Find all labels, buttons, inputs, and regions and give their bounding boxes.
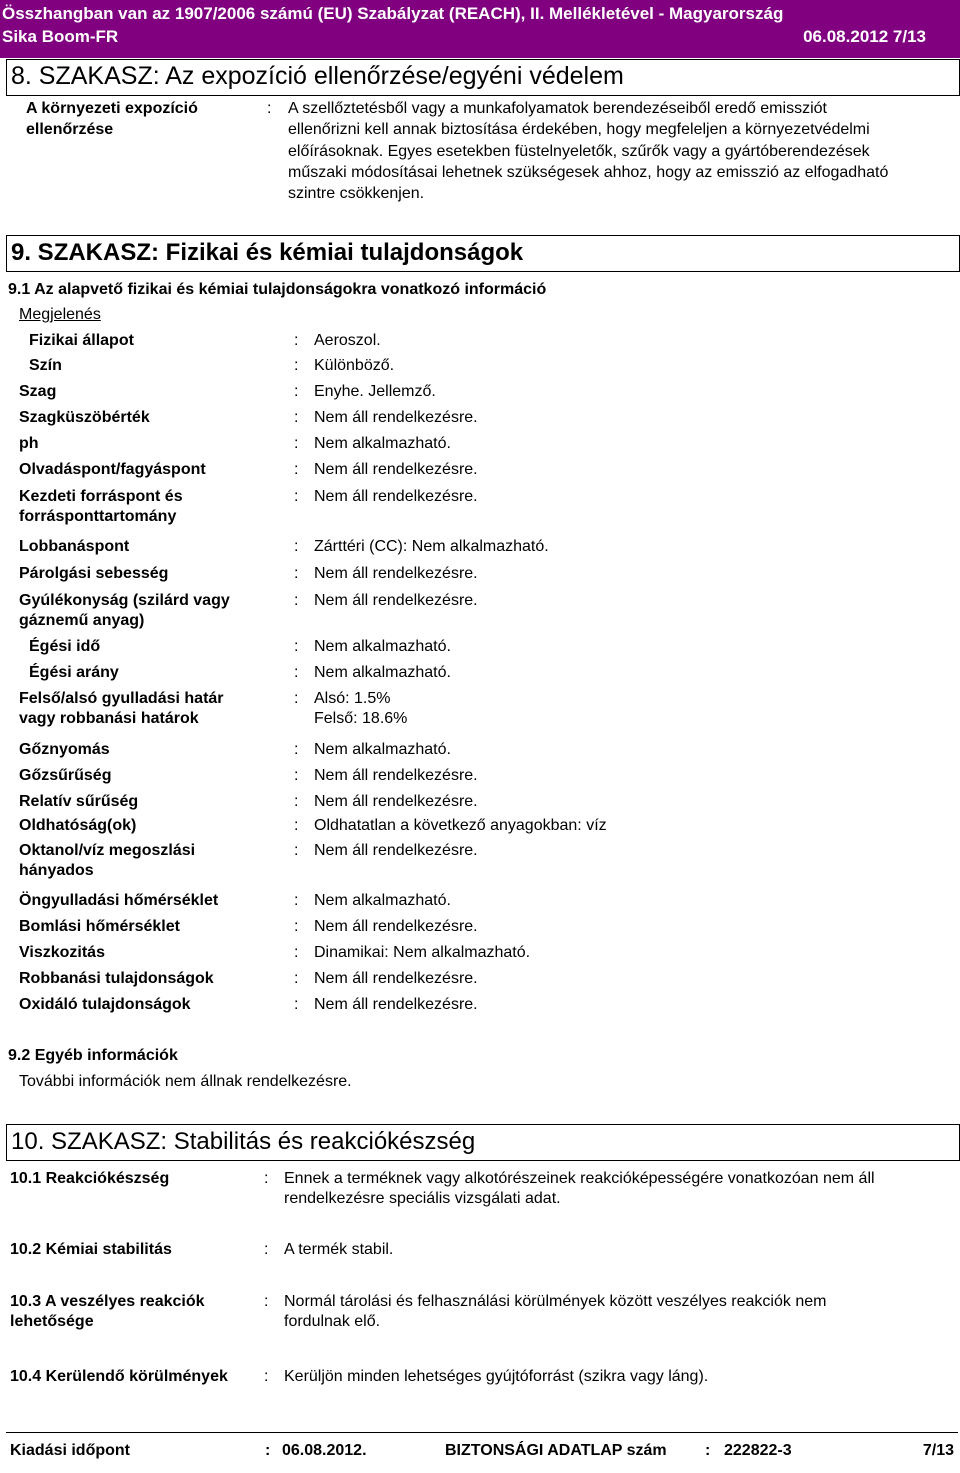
property-value: Nem áll rendelkezésre. (314, 767, 478, 784)
property-value: Nem áll rendelkezésre. (314, 970, 478, 987)
section9-title-box (6, 235, 960, 272)
header-band (0, 0, 960, 58)
property-label: Szín (29, 357, 62, 374)
property-label: Viszkozitás (19, 944, 105, 961)
property-colon: : (294, 970, 299, 987)
footer-issue-label: Kiadási időpont (10, 1442, 130, 1459)
property-colon: : (294, 842, 299, 859)
stability-colon: : (264, 1170, 269, 1187)
property-label: Oxidáló tulajdonságok (19, 996, 191, 1013)
property-colon: : (294, 332, 299, 349)
property-value: Nem áll rendelkezésre. (314, 918, 478, 935)
property-label: Oktanol/víz megoszlási (19, 842, 196, 859)
property-colon: : (294, 767, 299, 784)
property-value: Nem alkalmazható. (314, 741, 451, 758)
section8-text-line: műszaki módosításai lehetnek szükségesek ahhoz, hogy az emisszió az elfogadható (288, 164, 889, 181)
stability-label: 10.3 A veszélyes reakciók (10, 1293, 205, 1310)
footer-colon-2: : (705, 1442, 711, 1459)
property-colon: : (294, 357, 299, 374)
property-colon: : (294, 592, 299, 609)
footer-sds-number: 222822-3 (724, 1442, 792, 1459)
property-label: Olvadáspont/fagyáspont (19, 461, 206, 478)
stability-label: 10.4 Kerülendő körülmények (10, 1368, 228, 1385)
footer-rule (6, 1432, 958, 1433)
section9-subheading-1: 9.1 Az alapvető fizikai és kémiai tulajdonságokra vonatkozó információ (8, 281, 547, 298)
property-label: Lobbanáspont (19, 538, 130, 555)
property-colon: : (294, 892, 299, 909)
property-label-cont: hányados (19, 862, 94, 879)
section8-text-line: szintre csökkenjen. (288, 185, 425, 202)
appearance-heading: Megjelenés (19, 306, 101, 323)
property-label: Párolgási sebesség (19, 565, 169, 582)
property-value: Különböző. (314, 357, 395, 374)
property-label: Oldhatóság(ok) (19, 817, 137, 834)
property-colon: : (294, 435, 299, 452)
property-value: Nem áll rendelkezésre. (314, 996, 478, 1013)
property-colon: : (294, 409, 299, 426)
section9-other-info: További információk nem állnak rendelkezésre. (19, 1073, 352, 1090)
property-colon: : (294, 741, 299, 758)
footer-colon-1: : (265, 1442, 271, 1459)
property-colon: : (294, 793, 299, 810)
property-label: Kezdeti forráspont és (19, 488, 183, 505)
stability-value: Normál tárolási és felhasználási körülmények között veszélyes reakciók nem (284, 1293, 827, 1310)
property-value: Dinamikai: Nem alkalmazható. (314, 944, 531, 961)
property-value: Nem áll rendelkezésre. (314, 592, 478, 609)
section9-title: 9. SZAKASZ: Fizikai és kémiai tulajdonságok (11, 239, 524, 266)
property-colon: : (294, 488, 299, 505)
property-label: Szagküszöbérték (19, 409, 150, 426)
property-label: Gőzsűrűség (19, 767, 112, 784)
property-value: Nem áll rendelkezésre. (314, 409, 478, 426)
property-label: Relatív sűrűség (19, 793, 139, 810)
property-label-cont: forrásponttartomány (19, 508, 177, 525)
stability-colon: : (264, 1368, 269, 1385)
stability-label: 10.1 Reakciókészség (10, 1170, 170, 1187)
section9-subheading-2: 9.2 Egyéb információk (8, 1047, 178, 1064)
property-colon: : (294, 664, 299, 681)
property-label: Robbanási tulajdonságok (19, 970, 214, 987)
property-label: Gyúlékonyság (szilárd vagy (19, 592, 230, 609)
property-colon: : (294, 461, 299, 478)
section8-label-2: ellenőrzése (26, 121, 114, 138)
property-label: ph (19, 435, 39, 452)
section8-text-line: előírásoknak. Egyes esetekben füstelnyeletők, szűrők vagy a gyártóberendezések (288, 143, 870, 160)
stability-value: Ennek a terméknek vagy alkotórészeinek reakcióképességére vonatkozóan nem áll (284, 1170, 875, 1187)
property-value: Nem áll rendelkezésre. (314, 842, 478, 859)
footer-page-number: 7/13 (922, 1442, 954, 1459)
property-value: Alsó: 1.5% (314, 690, 391, 707)
property-value: Enyhe. Jellemző. (314, 383, 436, 400)
property-value: Nem alkalmazható. (314, 664, 451, 681)
header-regulation: Összhangban van az 1907/2006 számú (EU) Szabályzat (REACH), II. Mellékletével - Magyarország (2, 4, 784, 23)
stability-label: 10.2 Kémiai stabilitás (10, 1241, 172, 1258)
section8-label-1: A környezeti expozíció (26, 100, 198, 117)
property-colon: : (294, 944, 299, 961)
stability-colon: : (264, 1241, 269, 1258)
property-colon: : (294, 383, 299, 400)
property-label-cont: gáznemű anyag) (19, 612, 145, 629)
property-value: Nem áll rendelkezésre. (314, 565, 478, 582)
property-label: Szag (19, 383, 57, 400)
section8-title-box (6, 59, 960, 96)
property-colon: : (294, 817, 299, 834)
property-colon: : (294, 638, 299, 655)
property-label-cont: vagy robbanási határok (19, 710, 199, 727)
property-value: Nem alkalmazható. (314, 892, 451, 909)
section8-title: 8. SZAKASZ: Az expozíció ellenőrzése/egyéni védelem (11, 62, 624, 90)
property-colon: : (294, 996, 299, 1013)
section10-title: 10. SZAKASZ: Stabilitás és reakciókészség (11, 1128, 476, 1155)
property-value: Nem áll rendelkezésre. (314, 793, 478, 810)
stability-colon: : (264, 1293, 269, 1310)
property-value: Nem alkalmazható. (314, 638, 451, 655)
property-value: Nem áll rendelkezésre. (314, 461, 478, 478)
property-label: Fizikai állapot (29, 332, 134, 349)
stability-value: Kerüljön minden lehetséges gyújtóforrást (szikra vagy láng). (284, 1368, 709, 1385)
footer-issue-date: 06.08.2012. (282, 1442, 367, 1459)
property-colon: : (294, 538, 299, 555)
property-label: Égési arány (29, 664, 119, 681)
property-value: Nem áll rendelkezésre. (314, 488, 478, 505)
property-value: Zárttéri (CC): Nem alkalmazható. (314, 538, 549, 555)
stability-value: A termék stabil. (284, 1241, 394, 1258)
property-value: Nem alkalmazható. (314, 435, 451, 452)
section8-text-line: A szellőztetésből vagy a munkafolyamatok berendezéseiből eredő emissziót (288, 100, 827, 117)
property-label: Felső/alsó gyulladási határ (19, 690, 224, 707)
section8-text-line: ellenőrizni kell annak biztosítása érdekében, hogy megfeleljen a környezetvédelmi (288, 121, 870, 138)
property-value: Aeroszol. (314, 332, 381, 349)
section10-title-box (6, 1124, 960, 1161)
section8-colon: : (267, 100, 272, 117)
stability-value-cont: rendelkezésre speciális vizsgálati adat. (284, 1190, 561, 1207)
property-label: Öngyulladási hőmérséklet (19, 892, 219, 909)
property-colon: : (294, 918, 299, 935)
property-value: Oldhatatlan a következő anyagokban: víz (314, 817, 607, 834)
property-label: Égési idő (29, 638, 101, 655)
property-label: Bomlási hőmérséklet (19, 918, 180, 935)
header-date-page: 06.08.2012 7/13 (803, 27, 926, 46)
stability-label-cont: lehetősége (10, 1313, 94, 1330)
property-label: Gőznyomás (19, 741, 110, 758)
header-product: Sika Boom-FR (2, 27, 119, 46)
stability-value-cont: fordulnak elő. (284, 1313, 381, 1330)
property-colon: : (294, 690, 299, 707)
footer-sds-label: BIZTONSÁGI ADATLAP szám (445, 1442, 667, 1459)
property-value-cont: Felső: 18.6% (314, 710, 408, 727)
property-colon: : (294, 565, 299, 582)
